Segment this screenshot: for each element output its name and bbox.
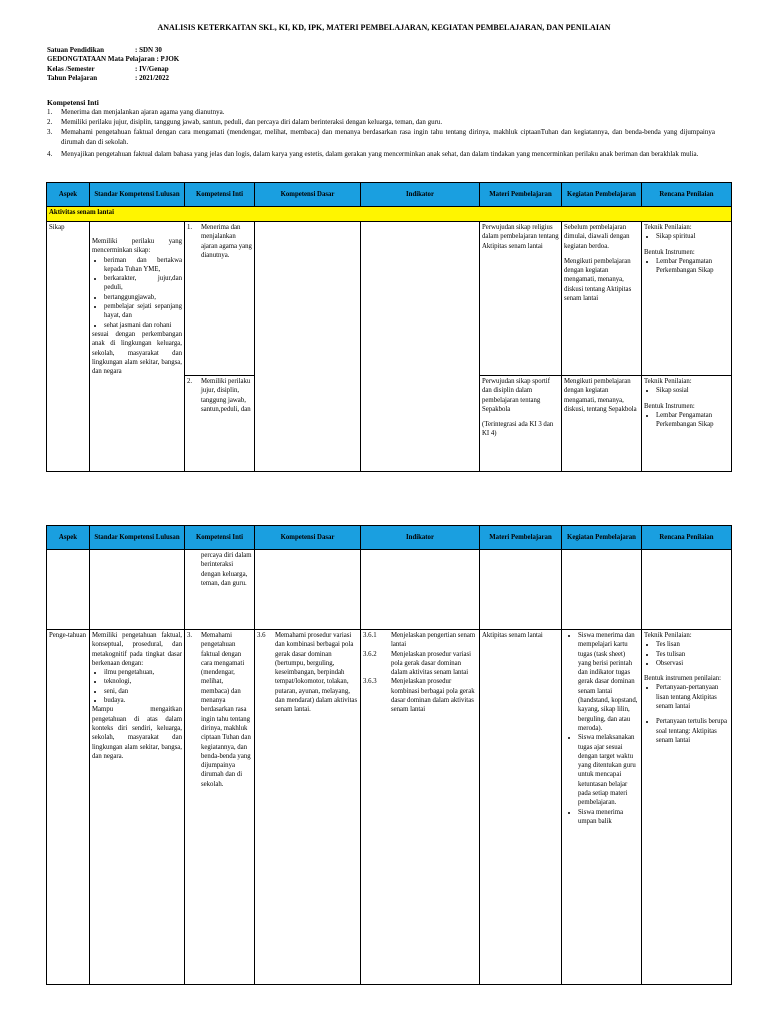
skl-cell [90, 550, 185, 630]
meta-row: Tahun Pelajaran : 2021/2022 [47, 74, 170, 82]
meta-row: Satuan Pendidikan : SDN 30 [47, 46, 162, 54]
header-indikator: Indikator [361, 183, 480, 207]
penilaian-cell [642, 550, 732, 630]
materi-cell: Perwujudan sikap sportif dan disiplin dalam pembelajaran tentang Sepakbola (Terintegrasi ada KI 3 dan KI 4) [480, 376, 562, 472]
meta-row: GEDONGTATAAN Mata Pelajaran : PJOK [47, 55, 180, 63]
document-title: ANALISIS KETERKAITAN SKL, KI, KD, IPK, MATERI PEMBELAJARAN, KEGIATAN PEMBELAJARAN, DAN PENILAIAN [157, 23, 611, 32]
ki-item: 4. Menyajikan pengetahuan faktual dalam bahasa yang jelas dan logis, dalam karya yang estetis, dalam gerakan yang mencerminkan anak sehat, dan dalam tindakan yang mencerminkan perilaku anak beriman dan berakhlak mulia. [47, 150, 699, 158]
header-aspek: Aspek [47, 526, 90, 550]
indikator-cell: 3.6.1 Menjelaskan pengertian senam lantai 3.6.2 Menjelaskan prosedur variasi pola gerak dasar dominan dalam aktivitas senam lantai 3.6.3 Menjelaskan prosedur kombinasi berbagai pola gerak dasar dominan dalam aktivitas senam lantai [361, 630, 480, 985]
aspek-cell [47, 550, 90, 630]
header-penilaian: Rencana Penilaian [642, 526, 732, 550]
header-aspek: Aspek [47, 183, 90, 207]
ki-heading: Kompetensi Inti [47, 98, 99, 107]
kegiatan-cell: Sebelum pembelajaran dimulai, diawali dengan kegiatan berdoa. Mengikuti pembelajaran dengan kegiatan mengamati, menanya, diskusi tentang Aktipitas senam lantai [562, 222, 642, 376]
ki-cell: 1. Menerima dan menjalankan ajaran agama yang dianutnya. [185, 222, 255, 376]
header-ki: Kompetensi Inti [185, 526, 255, 550]
ki-item: 1. Menerima dan menjalankan ajaran agama yang dianutnya. [47, 108, 225, 116]
indikator-cell [361, 222, 480, 472]
list-item: • beriman dan bertakwa kepada Tuhan YME, [104, 256, 182, 275]
list-item: • Siswa melaksanakan tugas ajar sesuai dengan target waktu yang ditentukan guru untuk mencapai ketuntasan belajar pada setiap materi pembelajaran. [578, 733, 639, 807]
ki-cell: 2. Memiliki perilaku jujur, disiplin, tanggung jawab, santun,peduli, dan [185, 376, 255, 472]
materi-cell: Aktipitas senam lantai [480, 630, 562, 985]
header-kd: Kompetensi Dasar [255, 183, 361, 207]
kd-cell: 3.6 Memahami prosedur variasi dan kombinasi berbagai pola gerak dasar dominan (bertumpu, berguling, keseimbangan, berpindah tempat/lokomotor, tolakan, putaran, ayunan, melayang, dan mendarat) dalam aktivitas senam lantai. [255, 630, 361, 985]
kegiatan-cell [562, 630, 642, 985]
section-band: Aktivitas senam lantai [47, 207, 732, 222]
kegiatan-cell: Mengikuti pembelajaran dengan kegiatan mengamati, menanya, diskusi, tentang Sepakbola [562, 376, 642, 472]
list-item: • Pertanyaan-pertanyaan lisan tentang Aktipitas senam lantai [656, 683, 729, 711]
list-item: • berkarakter, jujur,dan peduli, [104, 274, 182, 293]
penilaian-cell: Teknik Penilaian: • Sikap sosial Bentuk Instrumen: • Lembar Pengamatan Perkembangan Sikap [642, 376, 732, 472]
indikator-cell [361, 550, 480, 630]
skl-cell: Memiliki pengetahuan faktual, konseptual, prosedural, dan metakognitif pada tingkat dasar berkenaan dengan: • ilmu pengetahuan, • teknologi, • seni, dan • budaya. Mampu mengaitkan pengetahuan di atas dalam konteks diri sendiri, keluarga, sekolah, masyarakat dan lingkungan alam sekitar, bangsa, dan negara. [90, 630, 185, 985]
list-item: • Siswa menerima umpan balik [578, 808, 639, 827]
list-item: • pembelajar sejati sepanjang hayat, dan [104, 302, 182, 321]
materi-cell [480, 550, 562, 630]
list-item: • teknologi, [104, 677, 182, 686]
aspek-cell: Penge-tahuan [47, 630, 90, 985]
header-skl: Standar Kompetensi Lulusan [90, 526, 185, 550]
penilaian-cell: Teknik Penilaian: • Sikap spiritual Bentuk Instrumen: • Lembar Pengamatan Perkembangan Sikap [642, 222, 732, 376]
header-skl: Standar Kompetensi Lulusan [90, 183, 185, 207]
list-item: • ilmu pengetahuan, [104, 668, 182, 677]
list-item: • budaya. [104, 696, 182, 705]
materi-cell: Perwujudan sikap religius dalam pembelajaran tentang Aktipitas senam lantai [480, 222, 562, 376]
list-item: • Tes tulisan [656, 650, 729, 659]
header-kd: Kompetensi Dasar [255, 526, 361, 550]
list-item: • Observasi [656, 659, 729, 668]
list-item: • sehat jasmani dan rohani [104, 321, 182, 330]
kegiatan-cell [562, 550, 642, 630]
list-item: • bertanggungjawab, [104, 293, 182, 302]
penilaian-cell: Teknik Penilaian: • Tes lisan • Tes tulisan • Observasi Bentuk instrumen penilaian: • Pertanyaan-pertanyaan lisan tentang Aktipitas senam lantai • Pertanyaan tertulis berupa soal tentang: Aktipitas senam lantai [642, 630, 732, 985]
kd-cell [255, 550, 361, 630]
list-item: • Tes lisan [656, 640, 729, 649]
kd-cell [255, 222, 361, 472]
analysis-table-2 [46, 525, 732, 985]
list-item: • Siswa menerima dan mempelajari kartu tugas (task sheet) yang berisi perintah dan indikator tugas gerak dasar dominan senam lantai (handstand, kopstand, kayang, sikap lilin, berguling, dan atau meroda). [578, 631, 639, 733]
header-indikator: Indikator [361, 526, 480, 550]
meta-row: Kelas /Semester : IV/Genap [47, 65, 169, 73]
header-penilaian: Rencana Penilaian [642, 183, 732, 207]
header-materi: Materi Pembelajaran [480, 526, 562, 550]
ki-item: 2. Memiliki perilaku jujur, disiplin, tanggung jawab, santun, peduli, dan percaya diri dalam berinteraksi dengan keluarga, teman, dan guru. [47, 118, 443, 126]
ki-cell: percaya diri dalam berinteraksi dengan keluarga, teman, dan guru. [185, 550, 255, 630]
header-materi: Materi Pembelajaran [480, 183, 562, 207]
ki-cell: 3. Memahami pengetahuan faktual dengan cara mengamati (mendengar, melihat, membaca) dan menanya berdasarkan rasa ingin tahu tentang dirinya, makhluk ciptaan Tuhan dan kegiatannya, dan benda-benda yang dijumpainya dirumah dan di sekolah. [185, 630, 255, 985]
list-item: • Pertanyaan tertulis berupa soal tentang: Aktipitas senam lantai [656, 717, 729, 745]
aspek-cell: Sikap [47, 222, 90, 472]
ki-item: 3. Memahami pengetahuan faktual dengan cara mengamati (mendengar, melihat, membaca) dan menanya berdasarkan rasa ingin tahu tentang dirinya, makhluk ciptaanTuhan dan kegiatannya, dan benda-benda yang dijumpainya dirumah dan di sekolah. [47, 128, 715, 146]
header-kegiatan: Kegiatan Pembelajaran [562, 526, 642, 550]
analysis-table-1 [46, 182, 732, 472]
skl-cell: Memiliki perilaku yang mencerminkan sikap: • beriman dan bertakwa kepada Tuhan YME, • berkarakter, jujur,dan peduli, • bertanggungjawab, • pembelajar sejati sepanjang hayat, dan • sehat jasmani dan rohani sesuai dengan perkembangan anak di lingkungan keluarga, sekolah, masyarakat dan lingkungan alam sekitar, bangsa, dan negara [90, 222, 185, 472]
header-kegiatan: Kegiatan Pembelajaran [562, 183, 642, 207]
header-ki: Kompetensi Inti [185, 183, 255, 207]
list-item: • seni, dan [104, 687, 182, 696]
